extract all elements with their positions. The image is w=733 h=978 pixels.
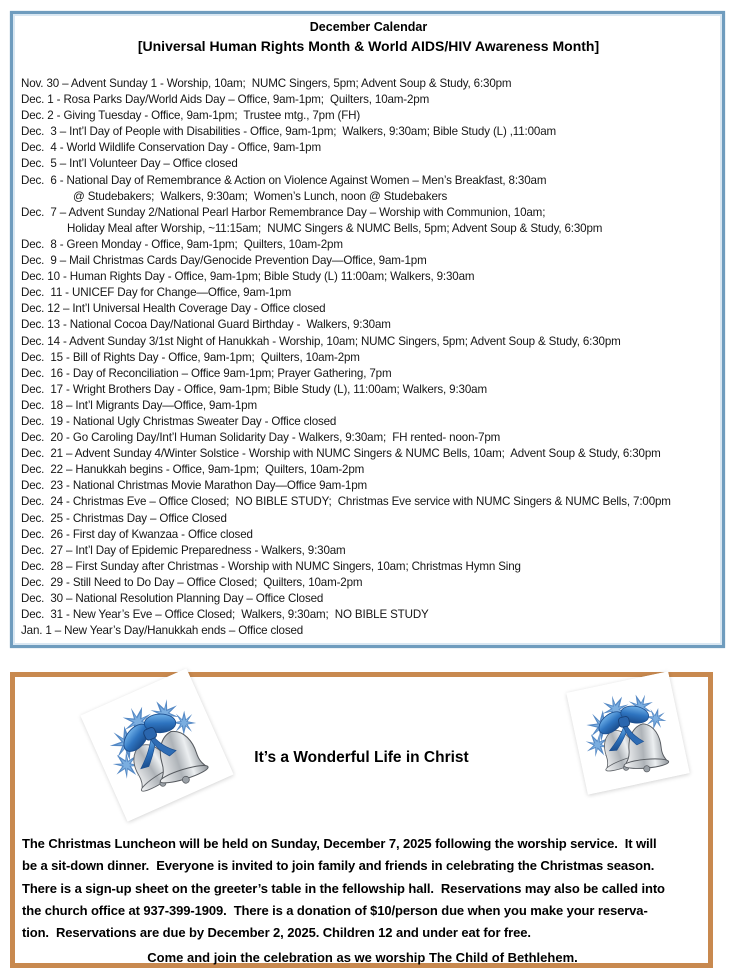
calendar-event-line: Dec. 23 - National Christmas Movie Marathon Day—Office 9am-1pm bbox=[21, 479, 368, 493]
paragraph-lines bbox=[22, 833, 703, 944]
calendar-event-line: Dec. 14 - Advent Sunday 3/1st Night of Hanukkah - Worship, 10am; NUMC Singers, 5pm; Advent Soup & Study, 6:30pm bbox=[21, 334, 621, 348]
bells-icon bbox=[566, 671, 689, 794]
calendar-event-line: Dec. 27 – Int’l Day of Epidemic Preparedness - Walkers, 9:30am bbox=[21, 543, 346, 557]
bells-image-right bbox=[566, 671, 689, 794]
calendar-event-list bbox=[21, 76, 718, 639]
calendar-event-line: Dec. 2 - Giving Tuesday - Office, 9am-1pm; Trustee mtg., 7pm (FH) bbox=[21, 109, 361, 123]
announcement-title: It’s a Wonderful Life in Christ bbox=[254, 749, 469, 766]
calendar-event-line: Dec. 9 – Mail Christmas Cards Day/Genocide Prevention Day—Office, 9am-1pm bbox=[21, 254, 427, 268]
calendar-event-line: Dec. 28 – First Sunday after Christmas - Worship with NUMC Singers, 10am; Christmas Hymn Sing bbox=[21, 559, 521, 573]
calendar-event-line: Dec. 6 - National Day of Remembrance & Action on Violence Against Women – Men’s Breakfast, 8:30am bbox=[21, 173, 547, 187]
closing-line: Come and join the celebration as we worship The Child of Bethlehem. bbox=[147, 950, 578, 966]
calendar-event-line: Dec. 5 – Int’l Volunteer Day – Office closed bbox=[21, 157, 238, 171]
bells-image-left bbox=[80, 668, 233, 821]
december-calendar-box bbox=[10, 11, 725, 648]
calendar-event-line: Dec. 12 – Int’l Universal Health Coverage Day - Office closed bbox=[21, 302, 326, 316]
calendar-event-line: Dec. 11 - UNICEF Day for Change—Office, 9am-1pm bbox=[21, 286, 292, 300]
paragraph-line: the church office at 937-399-1909. There is a donation of $10/person due when you make your reserva- bbox=[22, 902, 648, 918]
calendar-event-line: Jan. 1 – New Year’s Day/Hanukkah ends – Office closed bbox=[21, 624, 304, 638]
calendar-event-line: Dec. 24 - Christmas Eve – Office Closed; NO BIBLE STUDY; Christmas Eve service with NUMC Singers & NUMC Bells, 7:00pm bbox=[21, 495, 671, 509]
calendar-event-line: Dec. 16 - Day of Reconciliation – Office 9am-1pm; Prayer Gathering, 7pm bbox=[21, 366, 392, 380]
calendar-event-line: Dec. 29 - Still Need to Do Day – Office Closed; Quilters, 10am-2pm bbox=[21, 575, 363, 589]
calendar-event-line: Nov. 30 – Advent Sunday 1 - Worship, 10am; NUMC Singers, 5pm; Advent Soup & Study, 6:30pm bbox=[21, 77, 512, 90]
calendar-event-line: Dec. 4 - World Wildlife Conservation Day - Office, 9am-1pm bbox=[21, 141, 321, 155]
calendar-event-line: Dec. 21 – Advent Sunday 4/Winter Solstice - Worship with NUMC Singers & NUMC Bells, 10am; Advent Soup & Study, 6:30pm bbox=[21, 447, 661, 461]
paragraph-line: tion. Reservations are due by December 2, 2025. Children 12 and under eat for free. bbox=[22, 925, 531, 941]
calendar-event-line: Dec. 22 – Hanukkah begins - Office, 9am-1pm; Quilters, 10am-2pm bbox=[21, 463, 365, 477]
calendar-event-line: Dec. 10 - Human Rights Day - Office, 9am-1pm; Bible Study (L) 11:00am; Walkers, 9:30am bbox=[21, 270, 475, 284]
calendar-event-line: Dec. 13 - National Cocoa Day/National Guard Birthday - Walkers, 9:30am bbox=[21, 318, 391, 332]
paragraph-line: There is a sign-up sheet on the greeter’s table in the fellowship hall. Reservations may also be called into bbox=[22, 880, 665, 896]
paragraph-line: The Christmas Luncheon will be held on Sunday, December 7, 2025 following the worship service. It will bbox=[22, 836, 657, 851]
christmas-luncheon-box bbox=[10, 672, 713, 968]
announcement-paragraph bbox=[22, 833, 703, 969]
bells-icon bbox=[80, 668, 233, 821]
calendar-event-line: Dec. 8 - Green Monday - Office, 9am-1pm; Quilters, 10am-2pm bbox=[21, 237, 343, 251]
calendar-event-line: Dec. 19 - National Ugly Christmas Sweater Day - Office closed bbox=[21, 414, 337, 428]
calendar-event-line: Dec. 25 - Christmas Day – Office Closed bbox=[21, 511, 227, 525]
calendar-event-line: Dec. 15 - Bill of Rights Day - Office, 9am-1pm; Quilters, 10am-2pm bbox=[21, 350, 360, 364]
calendar-event-line: Dec. 20 - Go Caroling Day/Int’l Human Solidarity Day - Walkers, 9:30am; FH rented- noon-7pm bbox=[21, 431, 501, 445]
calendar-subtitle: [Universal Human Rights Month & World AIDS/HIV Awareness Month] bbox=[137, 38, 600, 54]
calendar-event-line: Dec. 7 – Advent Sunday 2/National Pearl Harbor Remembrance Day – Worship with Communion, 10am; bbox=[21, 205, 546, 219]
calendar-event-line: Dec. 3 – Int’l Day of People with Disabilities - Office, 9am-1pm; Walkers, 9:30am; Bible Study (L) ,11:00am bbox=[21, 125, 557, 139]
calendar-event-line: Dec. 31 - New Year’s Eve – Office Closed; Walkers, 9:30am; NO BIBLE STUDY bbox=[21, 608, 429, 622]
paragraph-line: be a sit-down dinner. Everyone is invited to join family and friends in celebrating the Christmas season. bbox=[22, 858, 655, 874]
calendar-event-line: Dec. 17 - Wright Brothers Day - Office, 9am-1pm; Bible Study (L), 11:00am; Walkers, 9:30am bbox=[21, 382, 487, 396]
calendar-event-line: Holiday Meal after Worship, ~11:15am; NUMC Singers & NUMC Bells, 5pm; Advent Soup & Study, 6:30pm bbox=[67, 221, 603, 235]
calendar-event-line: @ Studebakers; Walkers, 9:30am; Women’s Lunch, noon @ Studebakers bbox=[73, 189, 448, 203]
calendar-event-line: Dec. 30 – National Resolution Planning Day – Office Closed bbox=[21, 592, 324, 605]
calendar-title: December Calendar bbox=[309, 20, 428, 34]
calendar-event-line: Dec. 18 – Int’l Migrants Day—Office, 9am-1pm bbox=[21, 398, 257, 412]
calendar-event-line: Dec. 1 - Rosa Parks Day/World Aids Day – Office, 9am-1pm; Quilters, 10am-2pm bbox=[21, 93, 430, 107]
calendar-event-line: Dec. 26 - First day of Kwanzaa - Office closed bbox=[21, 527, 253, 541]
